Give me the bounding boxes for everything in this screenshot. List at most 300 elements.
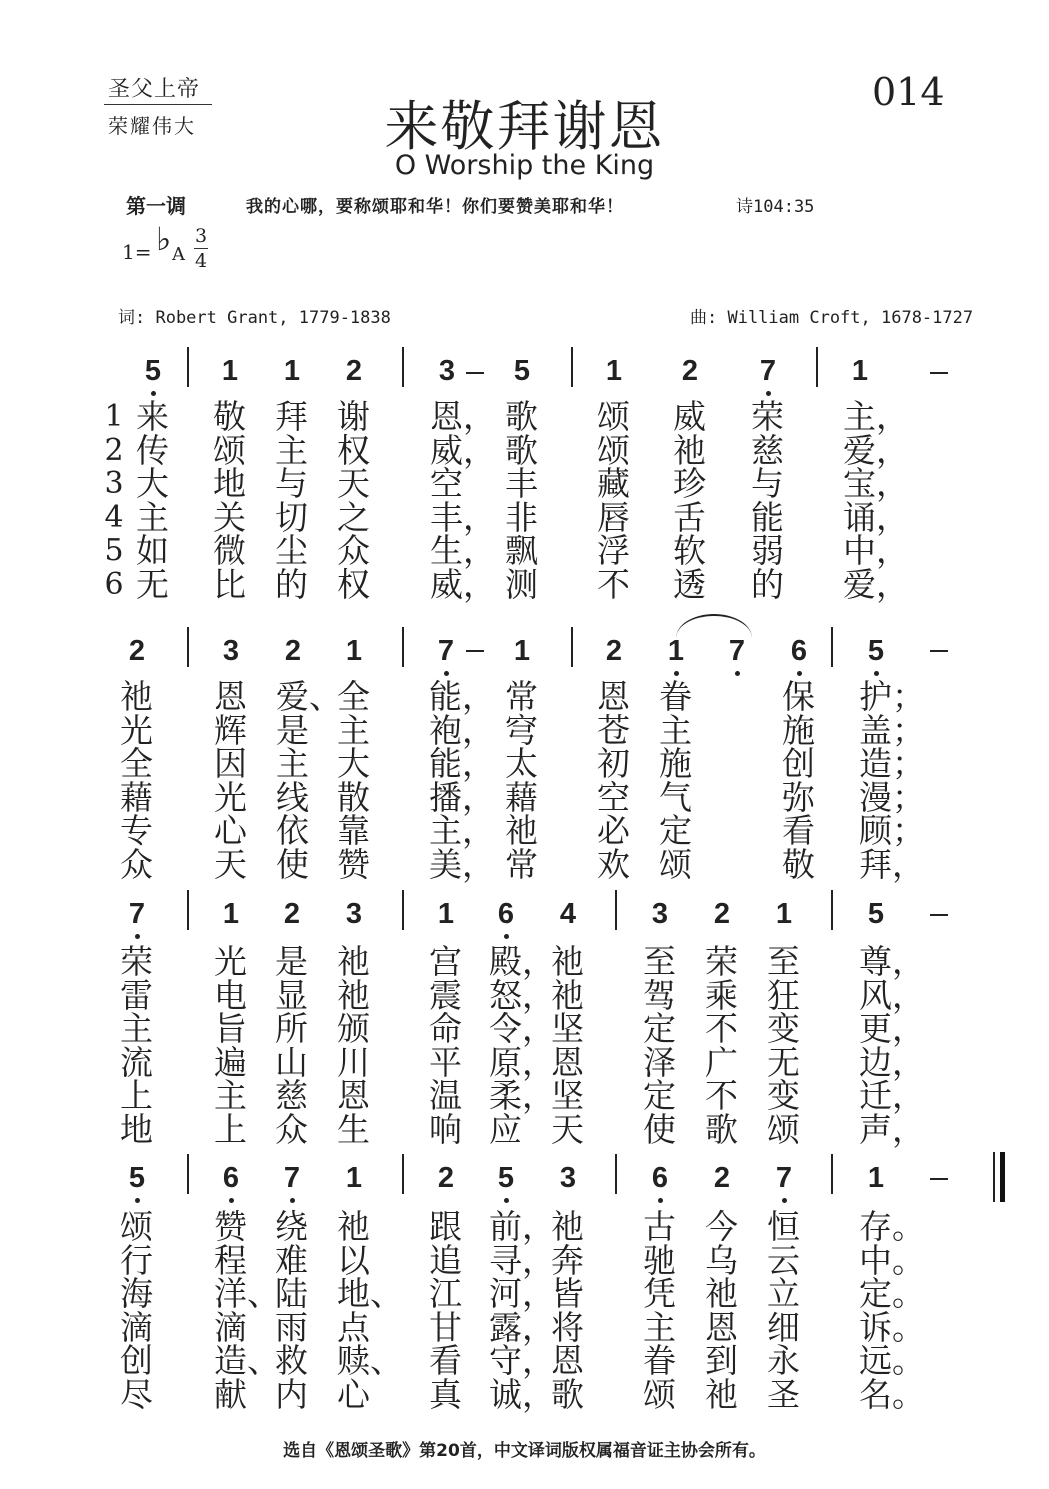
lyric-char: 靠 bbox=[337, 811, 370, 850]
bar-line bbox=[816, 347, 818, 387]
lyric-char: 美， bbox=[429, 844, 495, 884]
lyric-char: 迁， bbox=[859, 1076, 925, 1115]
key-note: A bbox=[172, 244, 185, 265]
lyric-char: 乌 bbox=[705, 1240, 738, 1280]
lyric-char: 丰 bbox=[505, 464, 538, 503]
lyric-char: 祂 bbox=[705, 1274, 738, 1313]
note: 7 bbox=[426, 635, 466, 667]
lyric-char: 颂 bbox=[643, 1374, 676, 1414]
lyric-char: 命 bbox=[429, 1009, 462, 1048]
time-top: 3 bbox=[194, 225, 208, 247]
lyric-char: 苍 bbox=[597, 710, 630, 750]
bar-line bbox=[831, 890, 833, 930]
lyric-char: 上 bbox=[120, 1076, 153, 1115]
lyric-char: 切 bbox=[275, 497, 308, 537]
note: 1 bbox=[221, 355, 239, 387]
lyric-char: 之 bbox=[337, 497, 370, 537]
lyric-char: 恩 bbox=[705, 1307, 738, 1347]
lyric-char: 雨 bbox=[275, 1307, 308, 1347]
lyric-char: 远。 bbox=[859, 1341, 925, 1380]
lyric-char: 创 bbox=[120, 1341, 153, 1380]
lyric-char: 滴 bbox=[214, 1307, 247, 1347]
lyric-char: 藏 bbox=[597, 464, 630, 503]
note: 3 bbox=[345, 898, 363, 930]
lyric-char: 尘 bbox=[275, 531, 308, 570]
lyric-char: 能， bbox=[429, 677, 495, 716]
lyric-char: 气 bbox=[659, 777, 692, 817]
lyric-char: 程 bbox=[214, 1240, 247, 1280]
lyric-char: 行 bbox=[120, 1240, 153, 1280]
note: 7 bbox=[748, 355, 788, 387]
lyric-char: 主 bbox=[276, 744, 309, 783]
lyric-char: 来 bbox=[136, 397, 169, 436]
verse-number: 6 bbox=[104, 566, 124, 602]
scripture-ref: 诗104:35 bbox=[736, 197, 815, 217]
lyric-char: 使 bbox=[643, 1109, 676, 1149]
lyric-char: 测 bbox=[505, 564, 538, 604]
lyric-char: 歌 bbox=[705, 1109, 738, 1149]
lyric-char: 眷 bbox=[659, 677, 692, 716]
lyric-char: 造； bbox=[859, 744, 925, 783]
lyric-char: 祂 bbox=[705, 1374, 738, 1414]
note: 3 bbox=[438, 355, 456, 387]
note: 6 bbox=[486, 898, 526, 930]
lyric-char: 赞 bbox=[214, 1207, 247, 1246]
lyric-char: 飘 bbox=[505, 531, 538, 570]
lyric-char: 歌 bbox=[551, 1374, 584, 1414]
lyric-char: 宝， bbox=[843, 464, 909, 503]
lyric-char: 天 bbox=[214, 844, 247, 884]
lyric-char: 祂 bbox=[120, 677, 153, 716]
lyric-char: 权 bbox=[337, 430, 370, 470]
lyric-char: 陆 bbox=[275, 1274, 308, 1313]
lyric-char: 藉 bbox=[505, 777, 538, 817]
lyric-char: 全 bbox=[120, 744, 153, 783]
time-signature bbox=[194, 226, 208, 271]
verse-number: 3 bbox=[104, 466, 124, 501]
note: 6 bbox=[779, 635, 819, 667]
lyric-char: 常 bbox=[505, 677, 538, 716]
lyric-char: 甘 bbox=[429, 1307, 462, 1347]
lyric-char: 使 bbox=[276, 844, 309, 884]
lyric-char: 海 bbox=[120, 1274, 153, 1313]
lyric-char: 透 bbox=[673, 564, 706, 604]
copyright-footer: 选自《恩颂圣歌》第20首，中文译词版权属福音证主协会所有。 bbox=[283, 1441, 766, 1461]
lyric-char: 寻， bbox=[489, 1240, 555, 1280]
note: 1 bbox=[656, 635, 696, 667]
lyric-char: 创 bbox=[782, 744, 815, 783]
lyric-char: 漫； bbox=[859, 777, 925, 817]
lyric-char: 主 bbox=[136, 497, 169, 537]
note: 1 bbox=[437, 898, 455, 930]
tune-name: 第一调 bbox=[126, 194, 186, 218]
note: 5 bbox=[867, 898, 885, 930]
lyric-char: 不 bbox=[597, 564, 630, 604]
note: 3 bbox=[651, 898, 669, 930]
lyric-char: 藉 bbox=[120, 777, 153, 817]
time-bar bbox=[194, 248, 208, 249]
lyric-char: 坚 bbox=[551, 1076, 584, 1115]
lyric-char: 难 bbox=[275, 1240, 308, 1280]
lyric-char: 江 bbox=[429, 1274, 462, 1313]
lyric-char: 主 bbox=[214, 1076, 247, 1115]
lyric-char: 初 bbox=[597, 744, 630, 783]
lyric-char: 祂 bbox=[337, 975, 370, 1015]
lyric-char: 诚， bbox=[489, 1374, 555, 1414]
lyric-char: 微 bbox=[213, 531, 246, 570]
lyric-char: 拜， bbox=[859, 844, 925, 884]
lyric-char: 将 bbox=[551, 1307, 584, 1347]
lyric-char: 光 bbox=[120, 710, 153, 750]
lyric-char: 至 bbox=[767, 942, 800, 981]
lyric-char: 是 bbox=[276, 710, 309, 750]
lyric-char: 内 bbox=[275, 1374, 308, 1414]
lyric-char: 恩 bbox=[337, 1076, 370, 1115]
lyric-char: 空 bbox=[430, 464, 463, 503]
verse-number: 1 bbox=[104, 399, 124, 434]
lyric-char: 弥 bbox=[782, 777, 815, 817]
lyric-char: 川 bbox=[337, 1042, 370, 1082]
bar-line bbox=[402, 1154, 404, 1194]
lyric-char: 散 bbox=[337, 777, 370, 817]
bar-line bbox=[402, 627, 404, 667]
lyric-char: 恩 bbox=[214, 677, 247, 716]
lyric-char: 狂 bbox=[767, 975, 800, 1015]
bar-line bbox=[615, 1154, 617, 1194]
lyric-char: 大 bbox=[136, 464, 169, 503]
lyric-char: 细 bbox=[767, 1307, 800, 1347]
lyric-char: 爱， bbox=[843, 430, 909, 470]
lyric-char: 歌 bbox=[505, 430, 538, 470]
time-bottom: 4 bbox=[194, 250, 208, 272]
lyric-char: 慈 bbox=[751, 430, 784, 470]
lyric-char: 依 bbox=[276, 811, 309, 850]
verse-number: 5 bbox=[104, 533, 124, 568]
note: 1 bbox=[222, 898, 240, 930]
note: 5 bbox=[856, 635, 896, 667]
lyric-char: 存。 bbox=[859, 1207, 925, 1246]
lyric-char: 空 bbox=[597, 777, 630, 817]
lyric-char: 生， bbox=[430, 531, 496, 570]
lyric-char: 应 bbox=[489, 1109, 522, 1149]
lyric-char: 地 bbox=[120, 1109, 153, 1149]
lyric-char: 诵， bbox=[843, 497, 909, 537]
lyric-char: 祂 bbox=[673, 430, 706, 470]
lyric-char: 皆 bbox=[551, 1274, 584, 1313]
note: 1 bbox=[283, 355, 301, 387]
lyric-char: 古 bbox=[643, 1207, 676, 1246]
lyric-char: 驰 bbox=[643, 1240, 676, 1280]
bar-line bbox=[402, 890, 404, 930]
lyric-char: 声， bbox=[859, 1109, 925, 1149]
lyric-char: 穹 bbox=[505, 710, 538, 750]
lyric-char: 无 bbox=[136, 564, 169, 604]
bar-line bbox=[402, 347, 404, 387]
lyric-char: 震 bbox=[429, 975, 462, 1015]
lyric-char: 顾； bbox=[859, 811, 925, 850]
final-bar-line bbox=[1000, 1152, 1005, 1202]
lyric-char: 宫 bbox=[429, 942, 462, 981]
lyric-char: 众 bbox=[120, 844, 153, 884]
lyric-char: 定 bbox=[643, 1076, 676, 1115]
lyric-char: 线 bbox=[276, 777, 309, 817]
lyric-char: 驾 bbox=[643, 975, 676, 1015]
lyric-char: 变 bbox=[767, 1076, 800, 1115]
lyric-char: 荣 bbox=[120, 942, 153, 981]
note: 1 bbox=[867, 1162, 885, 1194]
lyric-char: 凭 bbox=[643, 1274, 676, 1313]
bar-line bbox=[831, 1154, 833, 1194]
lyric-char: 常 bbox=[505, 844, 538, 884]
lyric-char: 天 bbox=[551, 1109, 584, 1149]
lyric-char: 主 bbox=[643, 1307, 676, 1347]
lyric-char: 追 bbox=[429, 1240, 462, 1280]
lyric-char: 与 bbox=[751, 464, 784, 503]
lyric-char: 平 bbox=[429, 1042, 462, 1082]
lyric-char: 怒， bbox=[489, 975, 555, 1015]
lyric-char: 敬 bbox=[782, 844, 815, 884]
lyric-char: 绕 bbox=[275, 1207, 308, 1246]
lyric-char: 跟 bbox=[429, 1207, 462, 1246]
lyric-char: 显 bbox=[275, 975, 308, 1015]
lyric-char: 恩 bbox=[551, 1341, 584, 1380]
lyric-char: 广 bbox=[705, 1042, 738, 1082]
lyric-char: 恒 bbox=[767, 1207, 800, 1246]
lyric-char: 泽 bbox=[643, 1042, 676, 1082]
lyric-char: 心 bbox=[214, 811, 247, 850]
note: 2 bbox=[437, 1162, 455, 1194]
lyric-char: 的 bbox=[751, 564, 784, 604]
lyric-char: 守， bbox=[489, 1341, 555, 1380]
bar-line bbox=[571, 627, 573, 667]
note: 3 bbox=[222, 635, 240, 667]
lyric-char: 祂 bbox=[337, 942, 370, 981]
lyric-char: 盖； bbox=[859, 710, 925, 750]
note: 5 bbox=[117, 1162, 157, 1194]
hold-dash bbox=[930, 372, 948, 374]
lyric-char: 电 bbox=[214, 975, 247, 1015]
lyric-char: 是 bbox=[275, 942, 308, 981]
lyric-char: 原， bbox=[489, 1042, 555, 1082]
lyric-char: 云 bbox=[767, 1240, 800, 1280]
note: 7 bbox=[717, 635, 757, 667]
lyric-char: 心 bbox=[337, 1374, 370, 1414]
lyric-char: 无 bbox=[767, 1042, 800, 1082]
lyric-char: 定 bbox=[643, 1009, 676, 1048]
lyric-char: 更， bbox=[859, 1009, 925, 1048]
lyric-char: 颁 bbox=[337, 1009, 370, 1048]
lyric-char: 威 bbox=[673, 397, 706, 436]
lyric-char: 祂 bbox=[551, 1207, 584, 1246]
lyric-char: 至 bbox=[643, 942, 676, 981]
lyric-char: 威， bbox=[430, 564, 496, 604]
lyric-char: 地 bbox=[213, 464, 246, 503]
lyric-char: 尊， bbox=[859, 942, 925, 981]
lyric-char: 永 bbox=[767, 1341, 800, 1380]
lyric-char: 太 bbox=[505, 744, 538, 783]
lyric-char: 救 bbox=[275, 1341, 308, 1380]
lyric-char: 祂 bbox=[337, 1207, 370, 1246]
hold-dash bbox=[930, 914, 948, 916]
lyric-char: 非 bbox=[505, 497, 538, 537]
lyric-char: 颂 bbox=[597, 430, 630, 470]
final-bar-line bbox=[993, 1152, 995, 1202]
lyric-char: 令， bbox=[489, 1009, 555, 1048]
lyric-char: 河， bbox=[489, 1274, 555, 1313]
lyric-char: 定 bbox=[659, 811, 692, 850]
note: 5 bbox=[513, 355, 531, 387]
lyric-char: 天 bbox=[337, 464, 370, 503]
lyric-char: 护； bbox=[859, 677, 925, 716]
lyric-char: 奔 bbox=[551, 1240, 584, 1280]
lyric-char: 丰， bbox=[430, 497, 496, 537]
lyric-char: 播， bbox=[429, 777, 495, 817]
flat-sign: ♭ bbox=[156, 220, 172, 258]
lyric-char: 颂 bbox=[213, 430, 246, 470]
bar-line bbox=[615, 890, 617, 930]
subcategory-label: 荣耀伟大 bbox=[108, 114, 196, 138]
lyric-char: 能， bbox=[429, 744, 495, 783]
lyric-char: 珍 bbox=[673, 464, 706, 503]
lyric-char: 颂 bbox=[120, 1207, 153, 1246]
composer-credit: 曲: William Croft, 1678-1727 bbox=[690, 308, 974, 328]
hold-dash bbox=[930, 1178, 948, 1180]
lyric-char: 主， bbox=[429, 811, 495, 850]
lyric-char: 众 bbox=[275, 1109, 308, 1149]
lyric-char: 慈 bbox=[275, 1076, 308, 1115]
lyric-char: 生 bbox=[337, 1109, 370, 1149]
lyric-char: 的 bbox=[275, 564, 308, 604]
lyric-char: 恩 bbox=[597, 677, 630, 716]
lyric-char: 敬 bbox=[213, 397, 246, 436]
lyric-char: 遍 bbox=[214, 1042, 247, 1082]
lyric-char: 山 bbox=[275, 1042, 308, 1082]
note: 2 bbox=[283, 898, 301, 930]
lyric-char: 圣 bbox=[767, 1374, 800, 1414]
note: 5 bbox=[133, 355, 173, 387]
lyric-char: 众 bbox=[337, 531, 370, 570]
bar-line bbox=[187, 890, 189, 930]
lyric-char: 光 bbox=[214, 777, 247, 817]
lyric-char: 传 bbox=[136, 430, 169, 470]
lyricist-credit: 词: Robert Grant, 1779-1838 bbox=[118, 308, 391, 328]
lyric-char: 响 bbox=[429, 1109, 462, 1149]
lyric-char: 诉。 bbox=[859, 1307, 925, 1347]
hymn-number: 014 bbox=[872, 70, 945, 114]
lyric-char: 必 bbox=[597, 811, 630, 850]
lyric-char: 弱 bbox=[751, 531, 784, 570]
lyric-char: 保 bbox=[782, 677, 815, 716]
note: 5 bbox=[486, 1162, 526, 1194]
lyric-char: 中， bbox=[843, 531, 909, 570]
lyric-char: 献 bbox=[214, 1374, 247, 1414]
lyric-char: 歌 bbox=[505, 397, 538, 436]
lyric-char: 点 bbox=[337, 1307, 370, 1347]
lyric-char: 谢 bbox=[337, 397, 370, 436]
bar-line bbox=[571, 347, 573, 387]
lyric-char: 如 bbox=[136, 531, 169, 570]
lyric-char: 浮 bbox=[597, 531, 630, 570]
lyric-char: 造、 bbox=[214, 1341, 280, 1380]
lyric-char: 前， bbox=[489, 1207, 555, 1246]
note: 7 bbox=[272, 1162, 312, 1194]
lyric-char: 荣 bbox=[751, 397, 784, 436]
lyric-char: 因 bbox=[214, 744, 247, 783]
lyric-char: 立 bbox=[767, 1274, 800, 1313]
lyric-char: 辉 bbox=[214, 710, 247, 750]
note: 1 bbox=[605, 355, 623, 387]
lyric-char: 柔， bbox=[489, 1076, 555, 1115]
note: 2 bbox=[345, 355, 363, 387]
note: 7 bbox=[764, 1162, 804, 1194]
lyric-char: 祂 bbox=[505, 811, 538, 850]
lyric-char: 中。 bbox=[859, 1240, 925, 1280]
note: 1 bbox=[775, 898, 793, 930]
english-title: O Worship the King bbox=[394, 150, 655, 181]
lyric-char: 祂 bbox=[551, 975, 584, 1015]
hymn-title: 来敬拜谢恩 bbox=[384, 95, 665, 158]
verse-number: 2 bbox=[104, 432, 124, 468]
note: 7 bbox=[117, 898, 157, 930]
lyric-char: 主 bbox=[659, 710, 692, 750]
bar-line bbox=[831, 627, 833, 667]
lyric-char: 真 bbox=[429, 1374, 462, 1414]
lyric-char: 雷 bbox=[120, 975, 153, 1015]
lyric-char: 不 bbox=[705, 1009, 738, 1048]
lyric-char: 地、 bbox=[337, 1274, 403, 1313]
lyric-char: 流 bbox=[120, 1042, 153, 1082]
lyric-char: 关 bbox=[213, 497, 246, 537]
lyric-char: 眷 bbox=[643, 1341, 676, 1380]
lyric-char: 主， bbox=[843, 397, 909, 436]
lyric-char: 颂 bbox=[659, 844, 692, 884]
bar-line bbox=[187, 627, 189, 667]
note: 2 bbox=[605, 635, 623, 667]
bar-line bbox=[187, 347, 189, 387]
lyric-char: 恩， bbox=[430, 397, 496, 436]
lyric-char: 乘 bbox=[705, 975, 738, 1015]
lyric-char: 颂 bbox=[597, 397, 630, 436]
lyric-char: 定。 bbox=[859, 1274, 925, 1313]
note: 1 bbox=[851, 355, 869, 387]
note: 1 bbox=[345, 635, 363, 667]
lyric-char: 赎、 bbox=[337, 1341, 403, 1380]
lyric-char: 拜 bbox=[275, 397, 308, 436]
lyric-char: 主 bbox=[275, 430, 308, 470]
lyric-char: 温 bbox=[429, 1076, 462, 1115]
note: 2 bbox=[713, 1162, 731, 1194]
lyric-char: 与 bbox=[275, 464, 308, 503]
lyric-char: 变 bbox=[767, 1009, 800, 1048]
note: 4 bbox=[559, 898, 577, 930]
lyric-char: 祂 bbox=[551, 942, 584, 981]
hold-dash bbox=[930, 650, 948, 652]
lyric-char: 名。 bbox=[859, 1374, 925, 1414]
hold-dash bbox=[466, 372, 484, 374]
verse-number: 4 bbox=[104, 499, 124, 535]
lyric-char: 袍， bbox=[429, 710, 495, 750]
lyric-char: 爱， bbox=[843, 564, 909, 604]
note: 2 bbox=[284, 635, 302, 667]
lyric-char: 到 bbox=[705, 1341, 738, 1380]
lyric-char: 看 bbox=[782, 811, 815, 850]
lyric-char: 风， bbox=[859, 975, 925, 1015]
lyric-char: 舌 bbox=[673, 497, 706, 537]
lyric-char: 主 bbox=[337, 710, 370, 750]
lyric-char: 颂 bbox=[767, 1109, 800, 1149]
category-label: 圣父上帝 bbox=[108, 77, 201, 102]
lyric-char: 软 bbox=[673, 531, 706, 570]
